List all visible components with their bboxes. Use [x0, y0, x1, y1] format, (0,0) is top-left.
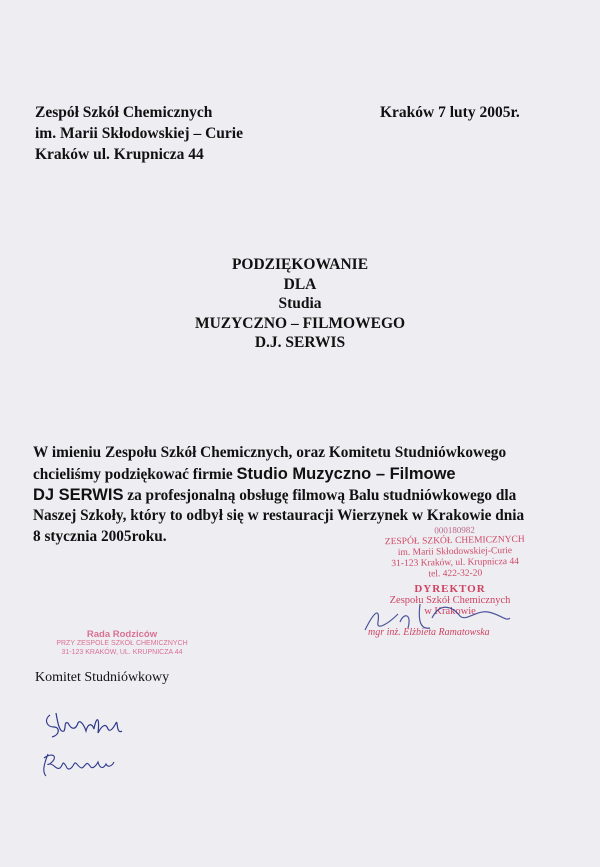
sender-patron: im. Marii Skłodowskiej – Curie [35, 125, 243, 142]
parents-council-title: Rada Rodziców [86, 629, 158, 640]
stamp-address: 31-123 Kraków, ul. Krupnicza 44 [391, 556, 520, 570]
body-line-2-text: chcieliśmy podziękować firmie [33, 466, 237, 483]
sender-address: Kraków ul. Krupnicza 44 [35, 146, 204, 163]
body-line-3 [33, 486, 578, 507]
body-line-2 [33, 465, 578, 486]
title-line-1: PODZIĘKOWANIE [231, 256, 369, 273]
title-block [0, 255, 600, 353]
title-line-2: DLA [283, 275, 317, 293]
director-title: DYREKTOR [414, 583, 486, 595]
director-line-1: Zespołu Szkół Chemicznych [389, 595, 511, 606]
stamp-school-name: ZESPÓŁ SZKÓŁ CHEMICZNYCH [384, 534, 525, 548]
title-line-5: D.J. SERWIS [254, 334, 346, 351]
date-line: Kraków 7 luty 2005r. [380, 104, 520, 121]
director-name: mgr inż. Elżbieta Ramatowska [368, 627, 490, 638]
body-line-4: Naszej Szkoły, który to odbył się w restauracji Wierzynek w Krakowie dnia [33, 507, 525, 524]
committee-label: Komitet Studniówkowy [35, 670, 170, 685]
parents-council-stamp [52, 630, 192, 657]
committee-signature-1 [42, 705, 132, 743]
body-line-1: W imieniu Zespołu Szkół Chemicznych, oraz Komitetu Studniówkowego [33, 444, 507, 461]
sender-block [35, 103, 243, 166]
stamp-phone: tel. 422-32-20 [428, 568, 483, 580]
director-line-2: w Krakowie [424, 606, 476, 617]
body-line-5: 8 stycznia 2005roku. [33, 528, 167, 545]
director-signature [360, 592, 530, 642]
parents-council-line-1: PRZY ZESPOLE SZKÓŁ CHEMICZNYCH [56, 640, 188, 647]
company-name-2: DJ SERWIS [33, 486, 124, 504]
committee-signature-2 [38, 750, 128, 780]
company-name-1: Studio Muzyczno – Filmowe [236, 465, 456, 483]
sender-school-name: Zespół Szkół Chemicznych [35, 104, 213, 121]
parents-council-line-2: 31-123 KRAKÓW, UL. KRUPNICZA 44 [61, 649, 183, 656]
school-stamp [355, 523, 556, 581]
stamp-patron: im. Marii Skłodowskiej-Curie [397, 546, 513, 558]
stamp-number: 000180982 [434, 524, 475, 536]
body-line-3-text: za profesjonalną obsługę filmową Balu studniówkowego dla [123, 487, 517, 504]
title-line-4: MUZYCZNO – FILMOWEGO [194, 314, 406, 332]
title-line-3: Studia [278, 295, 322, 312]
